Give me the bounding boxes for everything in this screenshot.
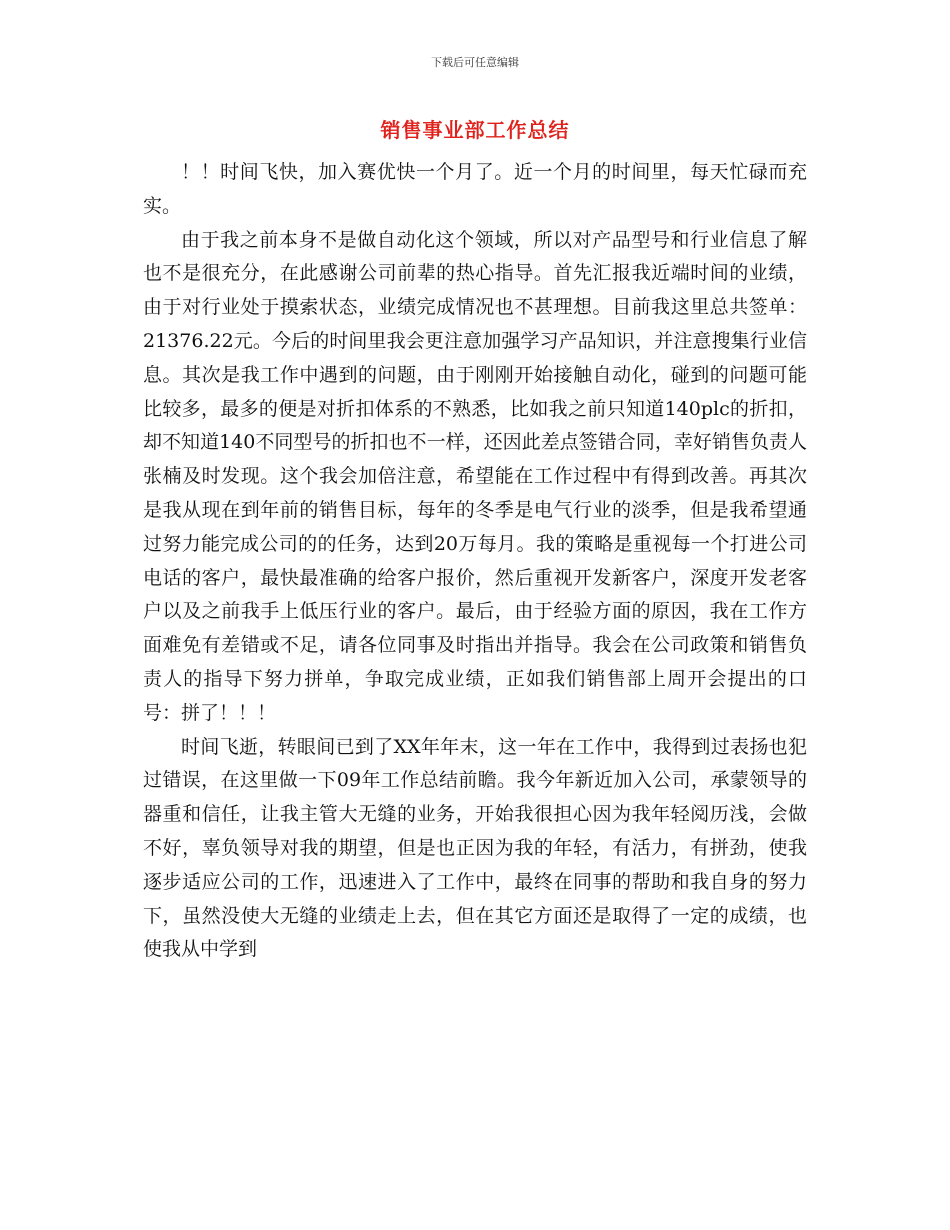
paragraph-year-summary: 时间飞逝，转眼间已到了XX年年末，这一年在工作中，我得到过表扬也犯过错误，在这里做一下09年工作总结前瞻。我今年新近加入公司，承蒙领导的器重和信任，让我主管大无缝的业务，开始我很担心因为我年轻阅历浅，会做不好，辜负领导对我的期望，但是也正因为我的年轻，有活力，有拼劲，使我逐步适应公司的工作，迅速进入了工作中，最终在同事的帮助和我自身的努力下，虽然没使大无缝的业绩走上去，但在其它方面还是取得了一定的成绩，也使我从中学到 (143, 735, 807, 961)
paragraph-intro: ！！时间飞快，加入赛优快一个月了。近一个月的时间里，每天忙碌而充实。 (143, 161, 807, 217)
document-title: 销售事业部工作总结 (380, 118, 570, 142)
document-body (143, 156, 807, 967)
paragraph-work-report: 由于我之前本身不是做自动化这个领域，所以对产品型号和行业信息了解也不是很充分，在此感谢公司前辈的热心指导。首先汇报我近端时间的业绩，由于对行业处于摸索状态，业绩完成情况也不甚理想。目前我这里总共签单：21376.22元。今后的时间里我会更注意加强学习产品知识，并注意搜集行业信息。其次是我工作中遇到的问题，由于刚刚开始接触自动化，碰到的问题可能比较多，最多的便是对折扣体系的不熟悉，比如我之前只知道140plc的折扣，却不知道140不同型号的折扣也不一样，还因此差点签错合同，幸好销售负责人张楠及时发现。这个我会加倍注意，希望能在工作过程中有得到改善。再其次是我从现在到年前的销售目标，每年的冬季是电气行业的淡季，但是我希望通过努力能完成公司的的任务，达到20万每月。我的策略是重视每一个打进公司电话的客户，最快最准确的给客户报价，然后重视开发新客户，深度开发老客户以及之前我手上低压行业的客户。最后，由于经验方面的原因，我在工作方面难免有差错或不足，请各位同事及时指出并指导。我会在公司政策和销售负责人的指导下努力拼单，争取完成业绩，正如我们销售部上周开会提出的口号：拼了！！！ (143, 228, 807, 724)
page-header-note: 下载后可任意编辑 (431, 56, 519, 69)
